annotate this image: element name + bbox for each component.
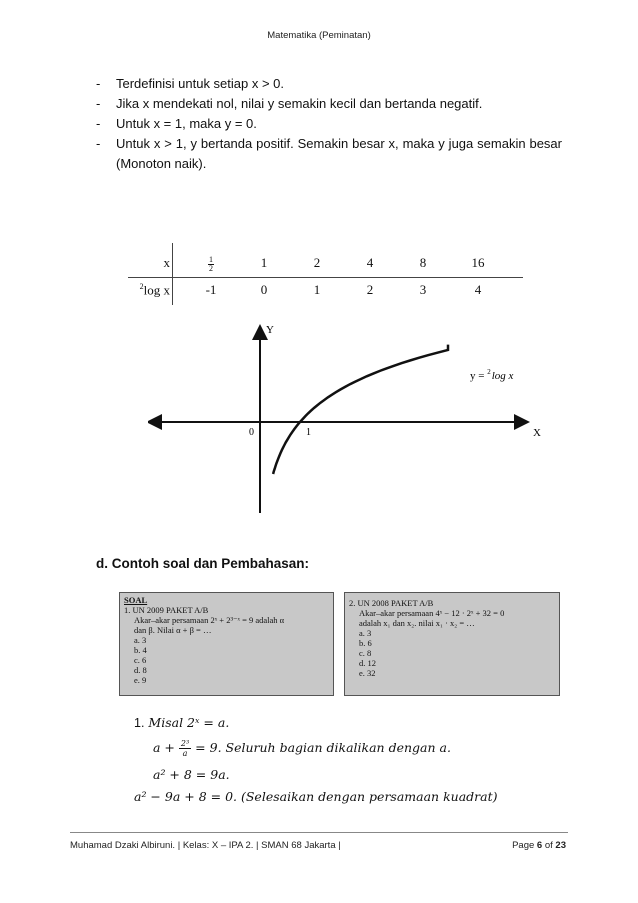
table-cell: 0	[260, 282, 268, 297]
solution-line-3: a² + 8 = 9a.	[153, 767, 230, 782]
table-row-x	[128, 251, 523, 278]
table-row-log	[128, 278, 523, 304]
x-axis-label: X	[533, 427, 541, 439]
table-cell: 2	[366, 282, 374, 297]
list-item	[96, 74, 562, 94]
bullet-dash: -	[96, 96, 101, 111]
bullet-dash: -	[96, 136, 101, 151]
list-item-text: Jika x mendekati nol, nilai y semakin kecil dan bertanda negatif.	[116, 96, 483, 111]
log-curve	[273, 345, 448, 474]
list-item-text: Terdefinisi untuk setiap x > 0.	[116, 76, 285, 91]
table-header-x: x	[163, 255, 170, 270]
problem-line: 1. UN 2009 PAKET A/B	[124, 605, 209, 615]
answer-option: e. 9	[134, 675, 147, 685]
answer-option: b. 6	[359, 638, 372, 648]
solution-line-4: a² − 9a + 8 = 0. (Selesaikan dengan persamaan kuadrat)	[134, 789, 498, 804]
answer-option: a. 3	[134, 635, 147, 645]
table-header-log: $^2$log x	[139, 282, 170, 298]
answer-option: c. 6	[134, 655, 147, 665]
log-graph	[148, 318, 558, 518]
answer-option: a. 3	[359, 628, 372, 638]
bullet-dash: -	[96, 116, 101, 131]
footer-divider	[70, 832, 568, 833]
solution-number: 1.	[134, 716, 145, 730]
table-cell: 4	[366, 255, 374, 270]
problem-box-label: SOAL	[124, 595, 148, 605]
answer-option: b. 4	[134, 645, 147, 655]
list-item-text: Untuk x = 1, maka y = 0.	[116, 116, 257, 131]
table-cell-half: $\frac{1}{2}$	[209, 254, 213, 273]
table-cell: 1	[313, 282, 321, 297]
section-title: d. Contoh soal dan Pembahasan:	[96, 556, 310, 571]
list-item	[96, 94, 562, 114]
table-cell: 16	[471, 255, 485, 270]
solution-line-1	[134, 715, 229, 730]
problem-line: Akar–akar persamaan 4ˣ − 12 · 2ˣ + 32 = 0	[359, 608, 505, 618]
answer-option: d. 12	[359, 658, 376, 668]
log-value-table	[128, 251, 523, 304]
y-axis-label: Y	[266, 324, 274, 336]
table-cell: 3	[419, 282, 427, 297]
table-cell: 2	[313, 255, 321, 270]
solution-text: Misal 2ˣ = a.	[148, 715, 230, 730]
list-item	[96, 134, 562, 174]
table-cell: 4	[474, 282, 482, 297]
problem-line: 2. UN 2008 PAKET A/B	[349, 598, 434, 608]
solution-line-2: a + $\frac{\text{2³}}{a}$ = 9. Seluruh bagian dikalikan dengan a.	[153, 739, 451, 758]
answer-option: c. 8	[359, 648, 372, 658]
answer-option: e. 32	[359, 668, 376, 678]
footer-author: Muhamad Dzaki Albiruni. | Kelas: X – IPA 2. | SMAN 68 Jakarta |	[70, 840, 341, 851]
list-item-text: Untuk x > 1, y bertanda positif. Semakin besar x, maka y juga semakin besar (Monoton naik).	[116, 136, 562, 171]
fraction: $\frac{\text{2³}}{a}$	[180, 739, 190, 758]
page-header-title: Matematika (Peminatan)	[267, 30, 371, 41]
list-item	[96, 114, 562, 134]
problem-box-1	[119, 592, 334, 696]
table-cell: 8	[419, 255, 427, 270]
table-cell: 1	[260, 255, 268, 270]
bullet-dash: -	[96, 76, 101, 91]
property-list	[96, 74, 562, 174]
problem-line: adalah x₁ dan x₂. nilai x₁ · x₂ = …	[359, 618, 475, 628]
table-cell: -1	[205, 282, 217, 297]
problem-line: Akar–akar persamaan 2ˣ + 2³⁻ˣ = 9 adalah α	[134, 615, 285, 625]
x-tick-label: 1	[306, 427, 311, 438]
footer-page-number: Page 6 of 23	[512, 840, 566, 851]
curve-label: y = $^2$log x	[470, 368, 514, 382]
origin-label: 0	[249, 427, 254, 438]
problem-line: dan β. Nilai α + β = …	[134, 625, 212, 635]
problem-box-2	[344, 592, 560, 696]
answer-option: d. 8	[134, 665, 147, 675]
